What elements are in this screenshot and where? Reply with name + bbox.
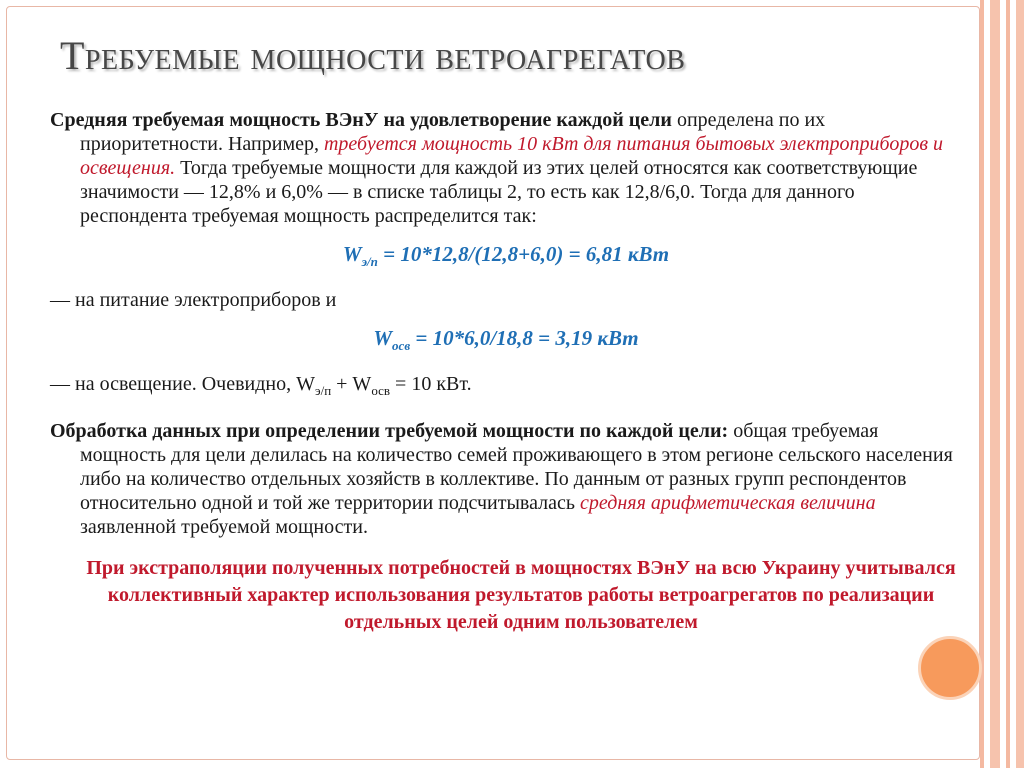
line-appliances: — на питание электроприборов и — [50, 289, 337, 312]
paragraph-data-processing — [50, 419, 962, 539]
paragraph-average-power — [50, 108, 962, 228]
stripe — [1006, 0, 1010, 768]
highlight-text: требуется мощность 10 кВт для питания бытовых электроприборов и освещения. — [80, 133, 944, 179]
formula-variable: W — [342, 242, 362, 266]
decorative-stripes — [980, 0, 1024, 768]
paragraph-text: заявленной требуемой мощности. — [80, 516, 368, 539]
paragraph-lead: Средняя требуемая мощность ВЭнУ на удовлетворение каждой цели — [50, 109, 672, 131]
paragraph-text: Тогда требуемые мощности для каждой из этих целей относятся как соответствующие значимости — 12,8% и 6,0% — в списке таблицы 2, то есть как 12,8/6,0. Тогда для данного респондента требуемая мощность распределится так: — [80, 157, 918, 227]
line-subscript: э/п — [315, 383, 332, 399]
formula-variable: W — [373, 326, 393, 351]
slide-title: Требуемые мощности ветроагрегатов — [60, 33, 686, 78]
line-lighting — [50, 372, 962, 403]
slide-content — [50, 108, 962, 636]
stripe — [980, 0, 984, 768]
formula-lighting — [50, 326, 962, 358]
formula-expression: = 10*12,8/(12,8+6,0) = 6,81 кВт — [377, 242, 670, 266]
paragraph-text: определена по их приоритетности. Например, — [80, 109, 826, 155]
decorative-circle — [918, 636, 982, 700]
line-subscript: осв — [371, 383, 391, 399]
stripe — [1016, 0, 1024, 768]
conclusion-text: При экстраполяции полученных потребностей в мощностях ВЭнУ на всю Украину учитывался коллективный характер использования результатов работы ветроагрегатов по реализации отдельных целей одним пользователем — [86, 557, 956, 634]
formula-expression: = 10*6,0/18,8 = 3,19 кВт — [410, 326, 639, 351]
line-text: = 10 кВт. — [390, 373, 472, 396]
paragraph-lead: Обработка данных при определении требуемой мощности по каждой цели: — [50, 420, 729, 443]
line-text: — на освещение. Очевидно, W — [50, 373, 315, 396]
paragraph-text: общая требуемая мощность для цели делилась на количество семей проживающего в этом регионе сельского населения либо на количество отдельных хозяйств в коллективе. По данным от разных групп респондентов относительно одной и той же территории подсчитывалась — [80, 420, 953, 515]
formula-subscript: осв — [392, 338, 411, 354]
line-text: + W — [331, 373, 372, 396]
highlight-text: средняя арифметическая величина — [580, 492, 876, 515]
formula-subscript: э/п — [361, 254, 378, 270]
stripe — [990, 0, 1000, 768]
formula-appliances — [50, 242, 962, 274]
